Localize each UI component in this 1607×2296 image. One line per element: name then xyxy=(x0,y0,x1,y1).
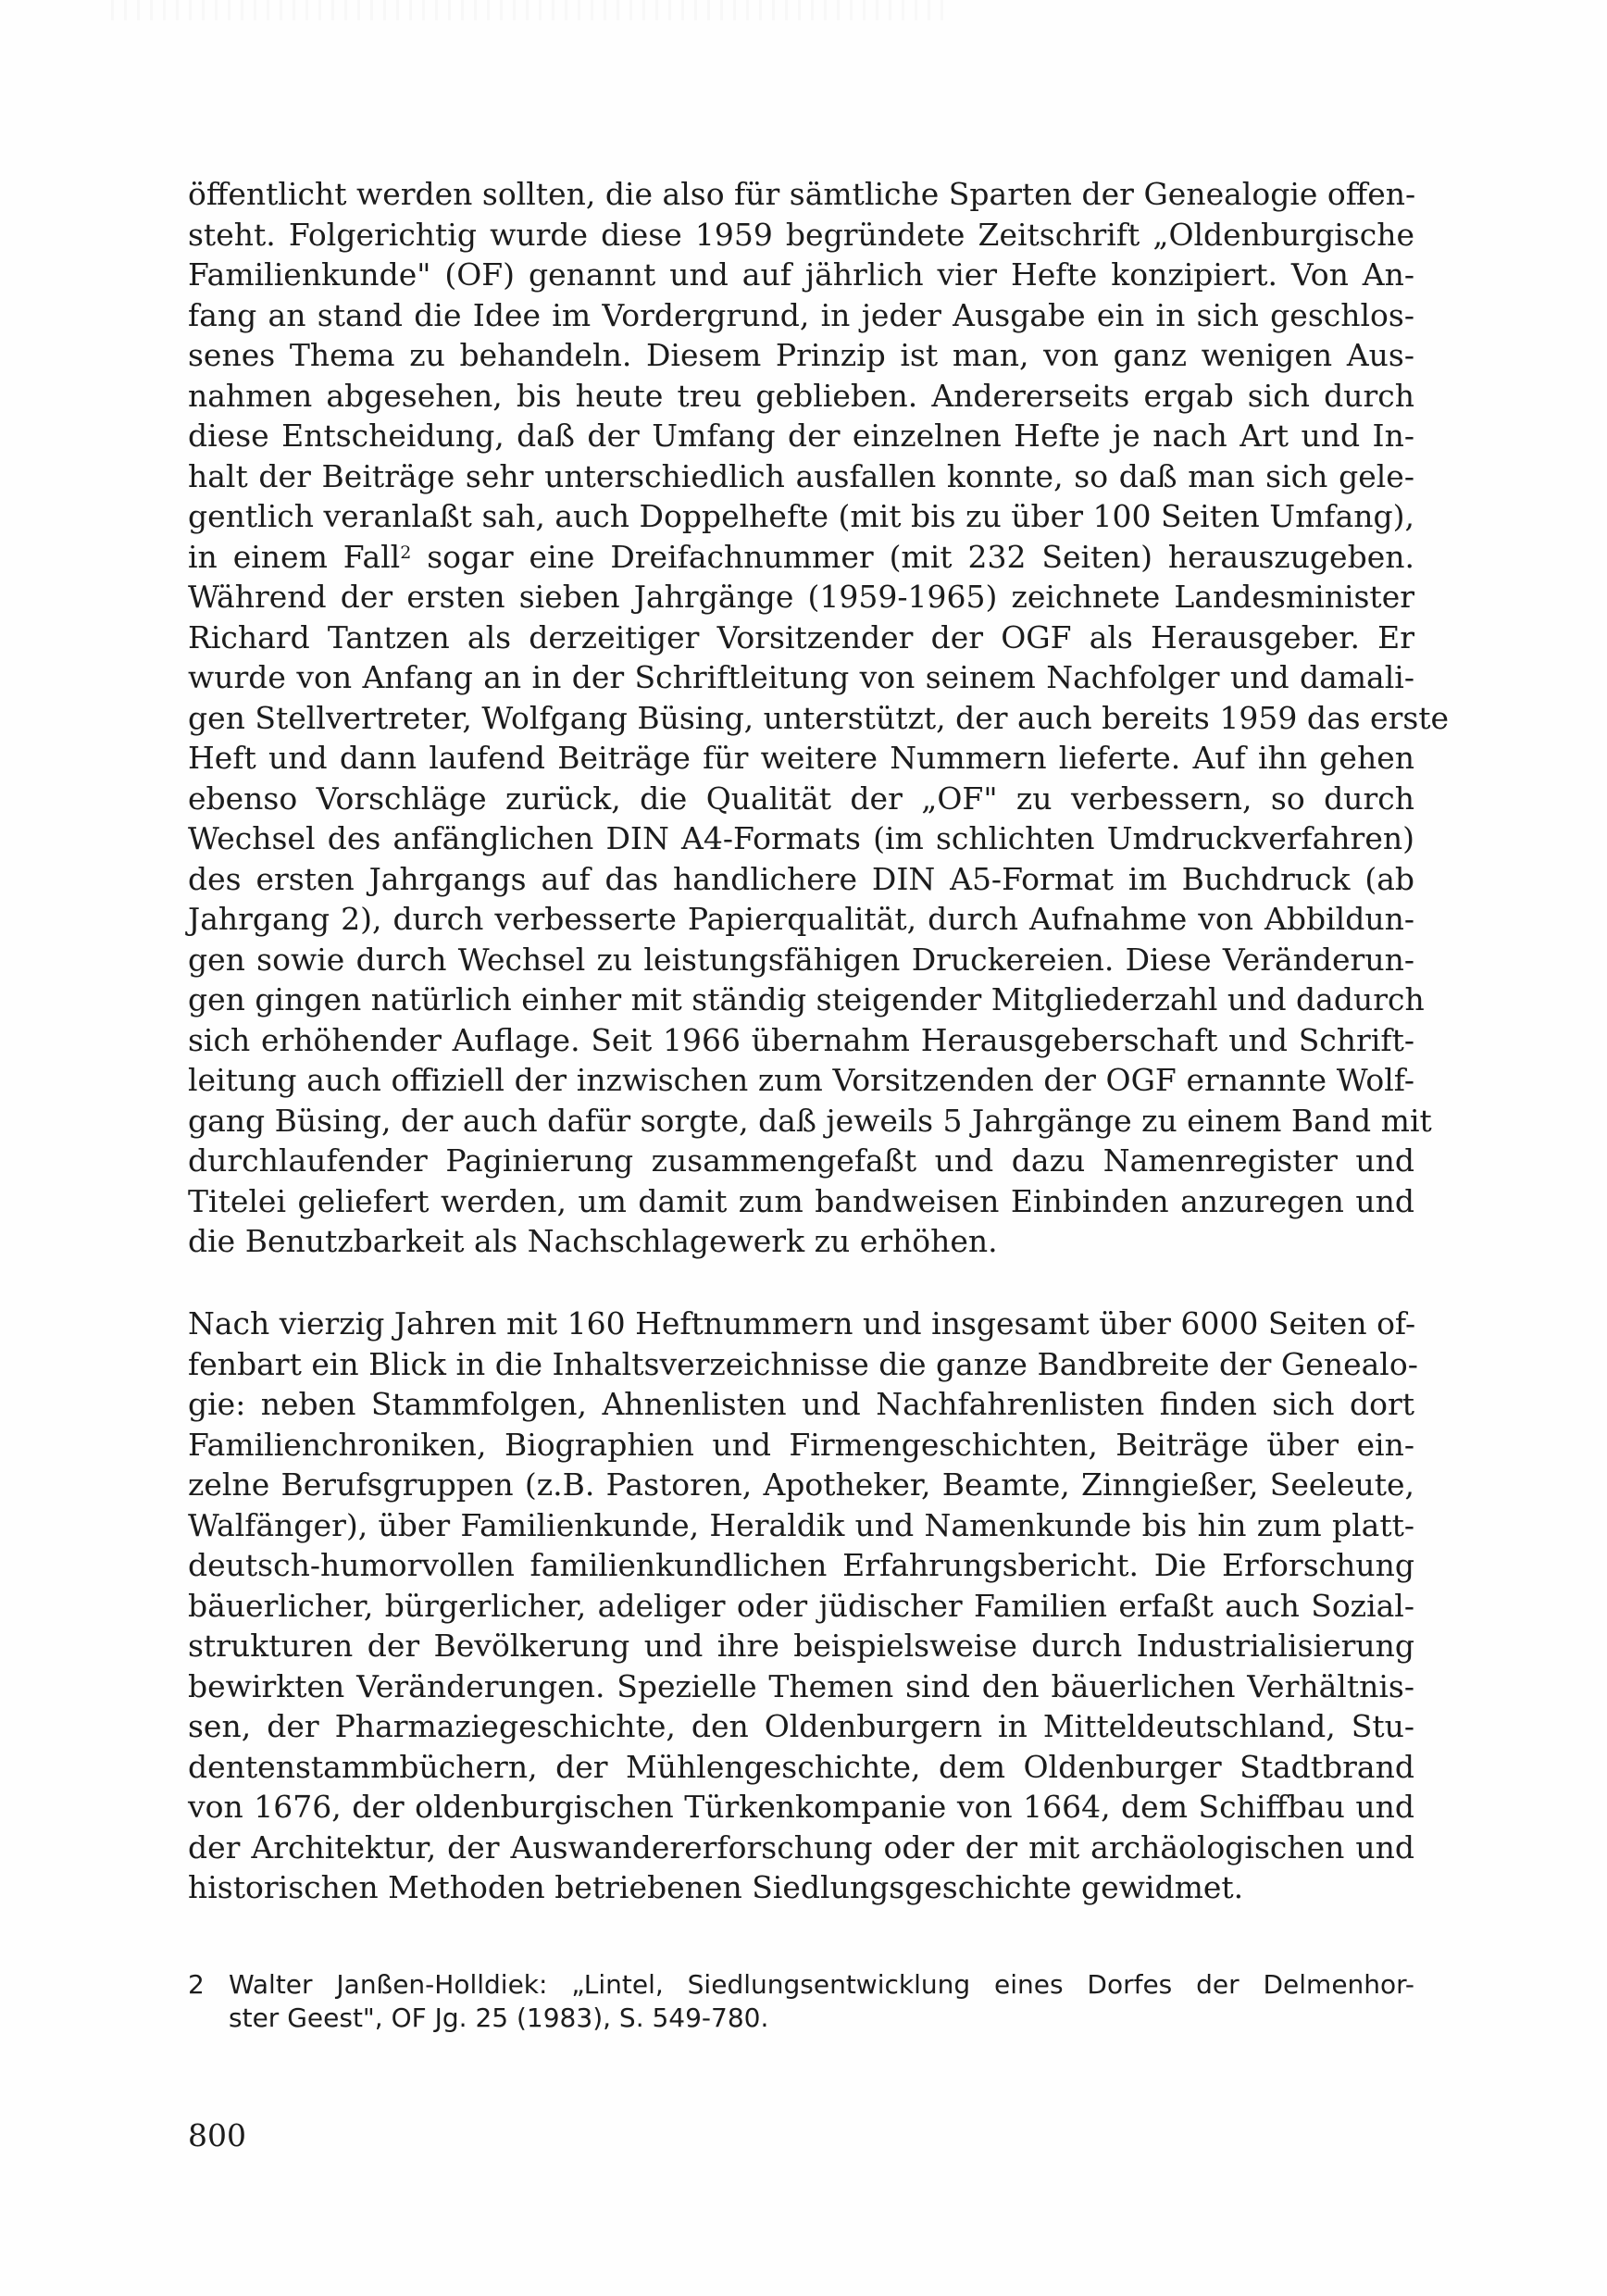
text-line: Titelei geliefert werden, um damit zum bandweisen Einbinden anzuregen und xyxy=(188,1182,1414,1219)
text-line: Familienchroniken, Biographien und Firmengeschichten, Beiträge über ein- xyxy=(188,1426,1414,1463)
text-line: wurde von Anfang an in der Schriftleitung von seinem Nachfolger und damali- xyxy=(188,659,1414,695)
text-line: bewirkten Veränderungen. Spezielle Themen sind den bäuerlichen Verhältnis- xyxy=(188,1667,1414,1704)
scan-artifact xyxy=(111,0,944,20)
text-line: gen sowie durch Wechsel zu leistungsfähigen Druckereien. Diese Veränderun- xyxy=(188,941,1414,978)
paragraph-1 xyxy=(188,174,1450,1262)
text-line: durchlaufender Paginierung zusammengefaßt und dazu Namenregister und xyxy=(188,1142,1414,1179)
text-line: halt der Beiträge sehr unterschiedlich ausfallen konnte, so daß man sich gele- xyxy=(188,457,1414,494)
text-line: öffentlicht werden sollten, die also für sämtliche Sparten der Genealogie offen- xyxy=(188,176,1416,212)
text-line: fenbart ein Blick in die Inhaltsverzeichnisse die ganze Bandbreite der Genealo- xyxy=(188,1345,1418,1382)
text-line: von 1676, der oldenburgischen Türkenkompanie von 1664, dem Schiffbau und xyxy=(188,1789,1414,1825)
page-number: 800 xyxy=(188,2117,246,2153)
text-fragment: in einem Fall xyxy=(188,538,401,575)
text-line: zelne Berufsgruppen (z.B. Pastoren, Apotheker, Beamte, Zinngießer, Seeleute, xyxy=(188,1466,1414,1503)
footnote xyxy=(188,1968,1414,2035)
text-line: deutsch-humorvollen familienkundlichen Erfahrungsbericht. Die Erforschung xyxy=(188,1547,1414,1583)
text-line: Heft und dann laufend Beiträge für weitere Nummern lieferte. Auf ihn gehen xyxy=(188,740,1414,776)
text-line: dentenstammbüchern, der Mühlengeschichte, dem Oldenburger Stadtbrand xyxy=(188,1748,1414,1785)
text-line: historischen Methoden betriebenen Siedlungsgeschichte gewidmet. xyxy=(188,1869,1244,1905)
text-line: gang Büsing, der auch dafür sorgte, daß jeweils 5 Jahrgänge zu einem Band mit xyxy=(188,1102,1432,1139)
text-fragment: sogar eine Dreifachnummer (mit 232 Seiten) herauszugeben. xyxy=(427,538,1414,575)
footnote-text xyxy=(229,1968,1414,2035)
text-line: sich erhöhender Auflage. Seit 1966 übernahm Herausgeberschaft und Schrift- xyxy=(188,1021,1414,1058)
text-line: steht. Folgerichtig wurde diese 1959 begründete Zeitschrift „Oldenburgische xyxy=(188,216,1414,253)
paragraph-2 xyxy=(188,1304,1418,1908)
text-line: bäuerlicher, bürgerlicher, adeliger oder jüdischer Familien erfaßt auch Sozial- xyxy=(188,1587,1414,1624)
text-line: Walfänger), über Familienkunde, Heraldik und Namenkunde bis hin zum platt- xyxy=(188,1506,1414,1543)
text-line: gen Stellvertreter, Wolfgang Büsing, unterstützt, der auch bereits 1959 das erste xyxy=(188,699,1450,736)
text-line: gentlich veranlaßt sah, auch Doppelhefte (mit bis zu über 100 Seiten Umfang), xyxy=(188,498,1414,534)
text-line: Während der ersten sieben Jahrgänge (1959-1965) zeichnete Landesminister xyxy=(188,579,1414,615)
text-line: fang an stand die Idee im Vordergrund, in jeder Ausgabe ein in sich geschlos- xyxy=(188,296,1414,333)
text-line: ebenso Vorschläge zurück, die Qualität der „OF" zu verbessern, so durch xyxy=(188,780,1414,817)
text-line: strukturen der Bevölkerung und ihre beispielsweise durch Industrialisierung xyxy=(188,1628,1414,1664)
text-line: Richard Tantzen als derzeitiger Vorsitzender der OGF als Herausgeber. Er xyxy=(188,618,1414,655)
footnote-line: Walter Janßen-Holldiek: „Lintel, Siedlungsentwicklung eines Dorfes der Delmenhor- xyxy=(229,1969,1414,2000)
text-line: Jahrgang 2), durch verbesserte Papierqualität, durch Aufnahme von Abbildun- xyxy=(188,901,1414,937)
text-line: sen, der Pharmaziegeschichte, den Oldenburgern in Mitteldeutschland, Stu- xyxy=(188,1708,1414,1744)
text-line: Familienkunde" (OF) genannt und auf jährlich vier Hefte konzipiert. Von An- xyxy=(188,256,1414,293)
footnote-line: ster Geest", OF Jg. 25 (1983), S. 549-780. xyxy=(229,2003,769,2033)
text-line: Nach vierzig Jahren mit 160 Heftnummern und insgesamt über 6000 Seiten of- xyxy=(188,1305,1416,1341)
text-line: gen gingen natürlich einher mit ständig steigender Mitgliederzahl und dadurch xyxy=(188,981,1425,1017)
footnote-reference[interactable]: 2 xyxy=(400,542,412,563)
text-line-with-footnote xyxy=(188,537,1414,578)
text-line: diese Entscheidung, daß der Umfang der einzelnen Hefte je nach Art und In- xyxy=(188,418,1414,454)
text-line: Wechsel des anfänglichen DIN A4-Formats (im schlichten Umdruckverfahren) xyxy=(188,820,1414,856)
text-line: gie: neben Stammfolgen, Ahnenlisten und Nachfahrenlisten finden sich dort xyxy=(188,1386,1414,1422)
footnote-number: 2 xyxy=(188,1969,205,2000)
text-line: leitung auch offiziell der inzwischen zum Vorsitzenden der OGF ernannte Wolf- xyxy=(188,1062,1414,1098)
text-line: nahmen abgesehen, bis heute treu geblieben. Andererseits ergab sich durch xyxy=(188,377,1414,414)
text-line: der Architektur, der Auswandererforschung oder der mit archäologischen und xyxy=(188,1828,1414,1866)
text-line: die Benutzbarkeit als Nachschlagewerk zu erhöhen. xyxy=(188,1223,998,1259)
text-line: des ersten Jahrgangs auf das handlichere DIN A5-Format im Buchdruck (ab xyxy=(188,860,1414,897)
text-line: senes Thema zu behandeln. Diesem Prinzip ist man, von ganz wenigen Aus- xyxy=(188,337,1414,373)
